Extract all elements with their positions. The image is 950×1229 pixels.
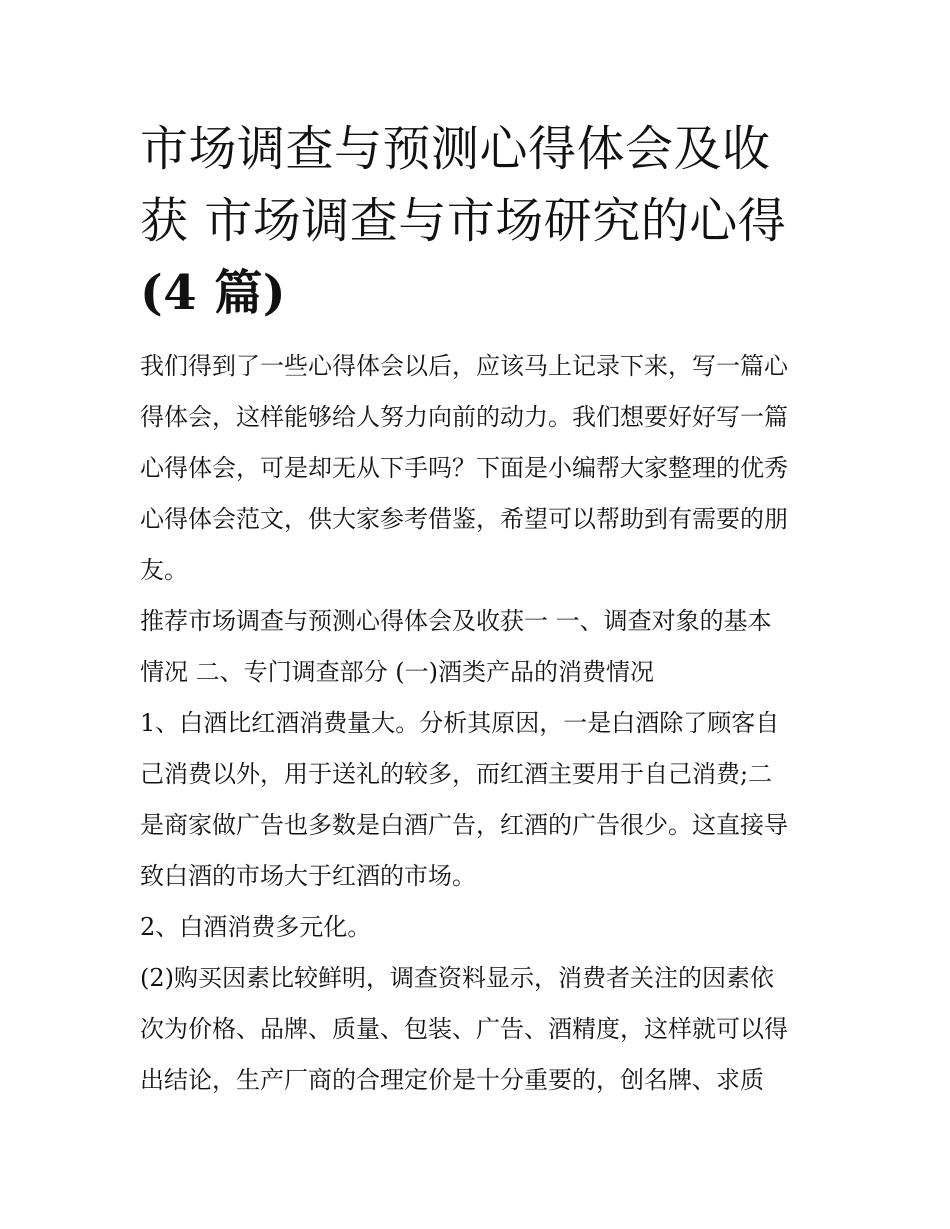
paragraph-purchase-factors [140, 953, 815, 1106]
text-line: 情况 二、专门调查部分 (一)酒类产品的消费情况 [140, 658, 654, 686]
document-body [140, 113, 815, 1106]
text-line: 次为价格、品牌、质量、包装、广告、酒精度，这样就可以得 [140, 1015, 788, 1043]
title-line-3: (4 篇) [140, 265, 287, 321]
text-line: 心得体会，可是却无从下手吗？下面是小编帮大家整理的优秀 [140, 454, 788, 482]
text-line: 出结论，生产厂商的合理定价是十分重要的，创名牌、求质 [140, 1066, 764, 1094]
text-line: 致白酒的市场大于红酒的市场。 [140, 862, 476, 890]
text-line: 己消费以外，用于送礼的较多，而红酒主要用于自己消费;二 [140, 760, 773, 788]
text-line: 是商家做广告也多数是白酒广告，红酒的广告很少。这直接导 [140, 811, 788, 839]
text-line: 2、白酒消费多元化。 [140, 913, 372, 941]
text-line: (2)购买因素比较鲜明，调查资料显示，消费者关注的因素依 [140, 964, 774, 992]
text-line: 我们得到了一些心得体会以后，应该马上记录下来，写一篇心 [140, 352, 788, 380]
document-title [140, 113, 815, 329]
text-line: 推荐市场调查与预测心得体会及收获一 一、调查对象的基本 [140, 607, 772, 635]
paragraph-recommend [140, 596, 815, 698]
paragraph-intro [140, 341, 815, 596]
paragraph-point-2 [140, 902, 815, 953]
text-line: 得体会，这样能够给人努力向前的动力。我们想要好好写一篇 [140, 403, 788, 431]
title-line-1: 市场调查与预测心得体会及收 [140, 121, 771, 177]
title-line-2: 获 市场调查与市场研究的心得 [140, 193, 787, 249]
paragraph-point-1 [140, 698, 815, 902]
text-line: 友。 [140, 556, 188, 584]
text-line: 1、白酒比红酒消费量大。分析其原因，一是白酒除了顾客自 [140, 709, 780, 737]
text-line: 心得体会范文，供大家参考借鉴，希望可以帮助到有需要的朋 [140, 505, 788, 533]
